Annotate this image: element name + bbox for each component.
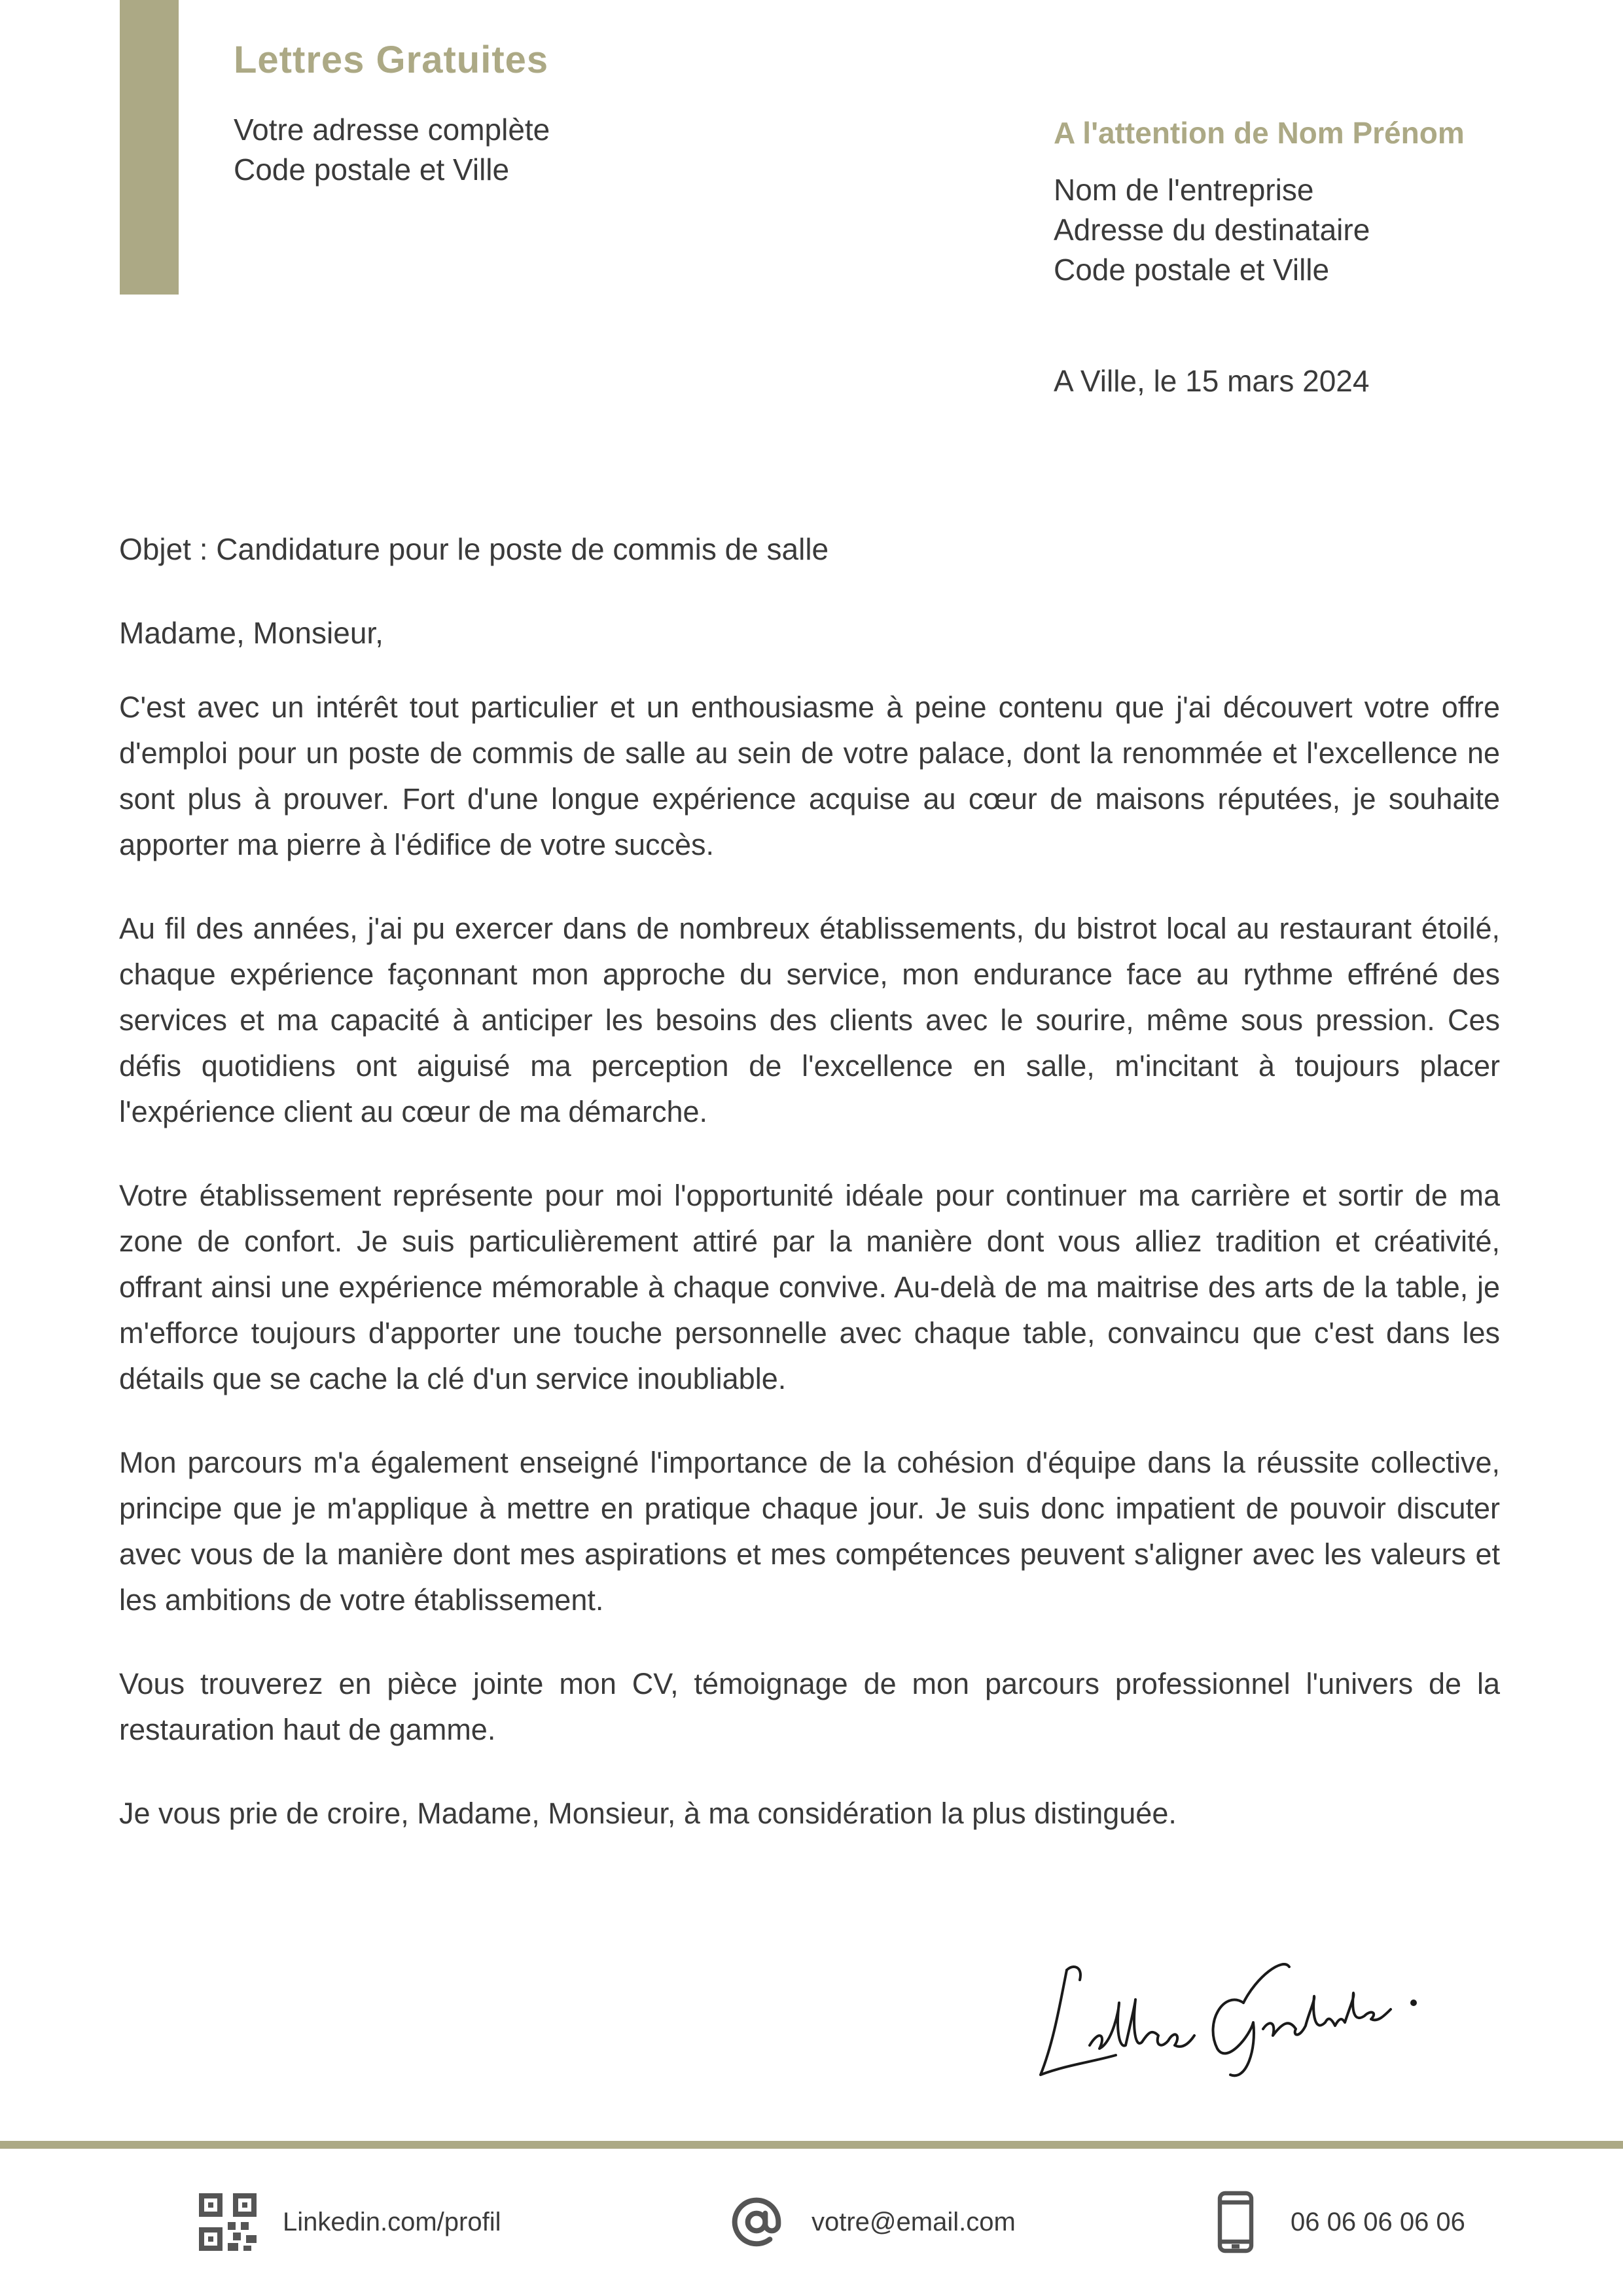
- sender-address-line: Votre adresse complète: [234, 113, 550, 147]
- sender-name: Lettres Gratuites: [234, 39, 549, 81]
- body-paragraph: Votre établissement représente pour moi l'opportunité idéale pour continuer ma carrière et sortir de ma zone de confort. Je suis particulièrement attiré par la manière dont vous alliez tradition et créativité, offrant ainsi une expérience mémorable à chaque convive. Au-delà de ma maitrise des arts de la table, je m'efforce toujours d'apporter une touche personnelle avec chaque table, convaincu que c'est dans les détails que se cache la clé d'un service inoubliable.: [119, 1179, 1500, 1395]
- sender-address: [234, 110, 550, 190]
- phone-number[interactable]: 06 06 06 06 06: [1291, 2207, 1465, 2236]
- body-paragraph: Vous trouverez en pièce jointe mon CV, témoignage de mon parcours professionnel l'univers de la restauration haut de gamme.: [119, 1667, 1500, 1746]
- mobile-phone-icon: [1204, 2191, 1267, 2253]
- letter-subject: Objet : Candidature pour le poste de commis de salle: [119, 532, 829, 566]
- sender-postal-line: Code postale et Ville: [234, 152, 510, 187]
- body-paragraph: C'est avec un intérêt tout particulier et un enthousiasme à peine contenu que j'ai découvert votre offre d'emploi pour un poste de commis de salle au sein de votre palace, dont la renommée et l'excellence ne sont plus à prouver. Fort d'une longue expérience acquise au cœur de maisons réputées, je souhaite apporter ma pierre à l'édifice de votre succès.: [119, 691, 1500, 861]
- footer-phone[interactable]: [1204, 2186, 1465, 2258]
- body-paragraph: Mon parcours m'a également enseigné l'importance de la cohésion d'équipe dans la réussite collective, principe que je m'applique à mettre en pratique chaque jour. Je suis donc impatient de pouvoir discuter avec vous de la manière dont mes aspirations et mes compétences peuvent s'aligner avec les valeurs et les ambitions de votre établissement.: [119, 1446, 1500, 1617]
- footer-divider: [0, 2141, 1623, 2149]
- accent-bar: [120, 0, 179, 295]
- footer-linkedin[interactable]: [196, 2186, 501, 2258]
- closing-paragraph: Je vous prie de croire, Madame, Monsieur, à ma considération la plus distinguée.: [119, 1797, 1177, 1830]
- letter-body: [119, 685, 1500, 1874]
- handwritten-signature: [1027, 1931, 1420, 2094]
- linkedin-link[interactable]: Linkedin.com/profil: [283, 2207, 501, 2236]
- letter-date: A Ville, le 15 mars 2024: [1054, 364, 1370, 398]
- at-sign-icon: [725, 2191, 788, 2253]
- recipient-company: Nom de l'entreprise: [1054, 173, 1314, 207]
- email-link[interactable]: votre@email.com: [812, 2207, 1016, 2236]
- qr-code-icon: [196, 2191, 259, 2253]
- recipient-address: [1054, 170, 1370, 290]
- recipient-attention: A l'attention de Nom Prénom: [1054, 116, 1465, 150]
- letter-salutation: Madame, Monsieur,: [119, 616, 383, 650]
- body-paragraph: Au fil des années, j'ai pu exercer dans de nombreux établissements, du bistrot local au restaurant étoilé, chaque expérience façonnant mon approche du service, mon endurance face au rythme effréné des services et ma capacité à anticiper les besoins des clients avec le sourire, même sous pression. Ces défis quotidiens ont aiguisé ma perception de l'excellence en salle, m'incitant à toujours placer l'expérience client au cœur de ma démarche.: [119, 912, 1500, 1128]
- recipient-address-line: Adresse du destinataire: [1054, 213, 1370, 247]
- footer-email[interactable]: [725, 2186, 1016, 2258]
- recipient-postal-line: Code postale et Ville: [1054, 253, 1330, 287]
